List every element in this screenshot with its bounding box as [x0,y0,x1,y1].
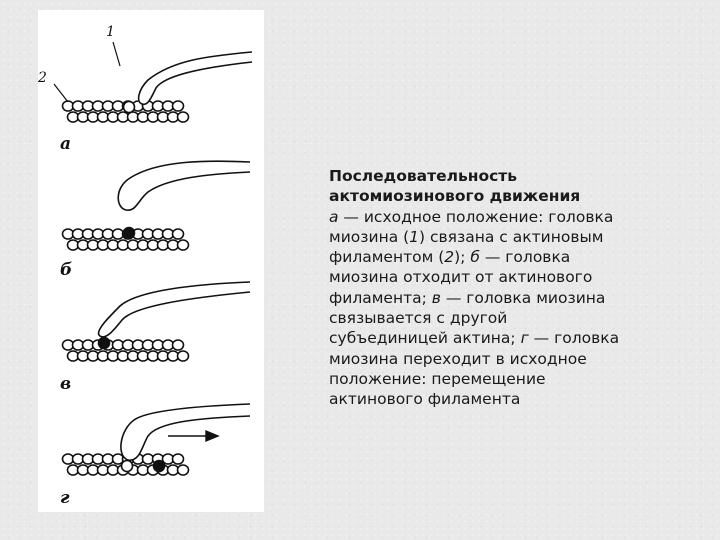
myosin-head-v [99,282,250,337]
binding-site-g-open [122,461,133,472]
myosin-head-b [118,161,250,210]
movement-arrow [168,431,218,441]
caption-line [329,227,689,247]
panel-label-v: в [60,374,72,394]
caption-text: миозина отходит от актинового [329,268,593,287]
caption-text: связывается с другой [329,309,508,328]
binding-site-v [99,338,110,349]
caption-text: филамента; [329,288,427,307]
label-1: 1 [106,24,115,40]
caption-text: субъединицей актина; [329,329,516,348]
caption-line [329,207,689,227]
figure-panel [38,10,264,512]
caption-line [329,288,689,308]
actin-filament-v [63,340,189,361]
caption-text: филаментом ( [329,248,445,267]
caption-line [329,328,689,348]
caption-title-line-1: Последовательность [329,167,518,185]
caption-text: ); [454,248,466,267]
panel-label-b: б [60,260,73,280]
caption-line [329,369,689,389]
caption-line [329,308,689,328]
caption-text: — головка [528,329,620,348]
caption-text: — исходное положение: головка [338,207,614,226]
myosin-head-a [139,52,252,104]
caption-ref-1: 1 [409,227,420,246]
caption-line [329,247,689,267]
myosin-head-g [121,404,250,460]
caption-letter-a: а [329,207,339,226]
caption-ref-2: 2 [444,248,455,267]
caption-letter-b: б [470,248,480,267]
caption-text: положение: перемещение [329,369,546,388]
leader-line-2 [54,84,68,102]
caption-title-line-2: актомиозинового движения [329,187,581,206]
caption-line [329,389,689,409]
panel-label-a: а [60,134,72,154]
caption-text: ) связана с актиновым [419,227,604,246]
caption-letter-g: г [520,329,529,348]
binding-site-g-marked [154,461,165,472]
panel-label-g: г [60,488,70,508]
binding-site-a [124,102,135,113]
label-2: 2 [38,70,47,86]
caption-text: миозина переходит в исходное [329,349,587,368]
caption-text: — головка миозина [440,288,606,307]
caption [329,166,689,410]
leader-line-1 [113,42,120,66]
caption-letter-v: в [431,288,441,307]
caption-line [329,349,689,369]
binding-site-b [124,228,135,239]
caption-text: актинового филамента [329,390,521,409]
caption-text: — головка [479,248,571,267]
caption-text: миозина ( [329,227,410,246]
caption-line [329,267,689,287]
